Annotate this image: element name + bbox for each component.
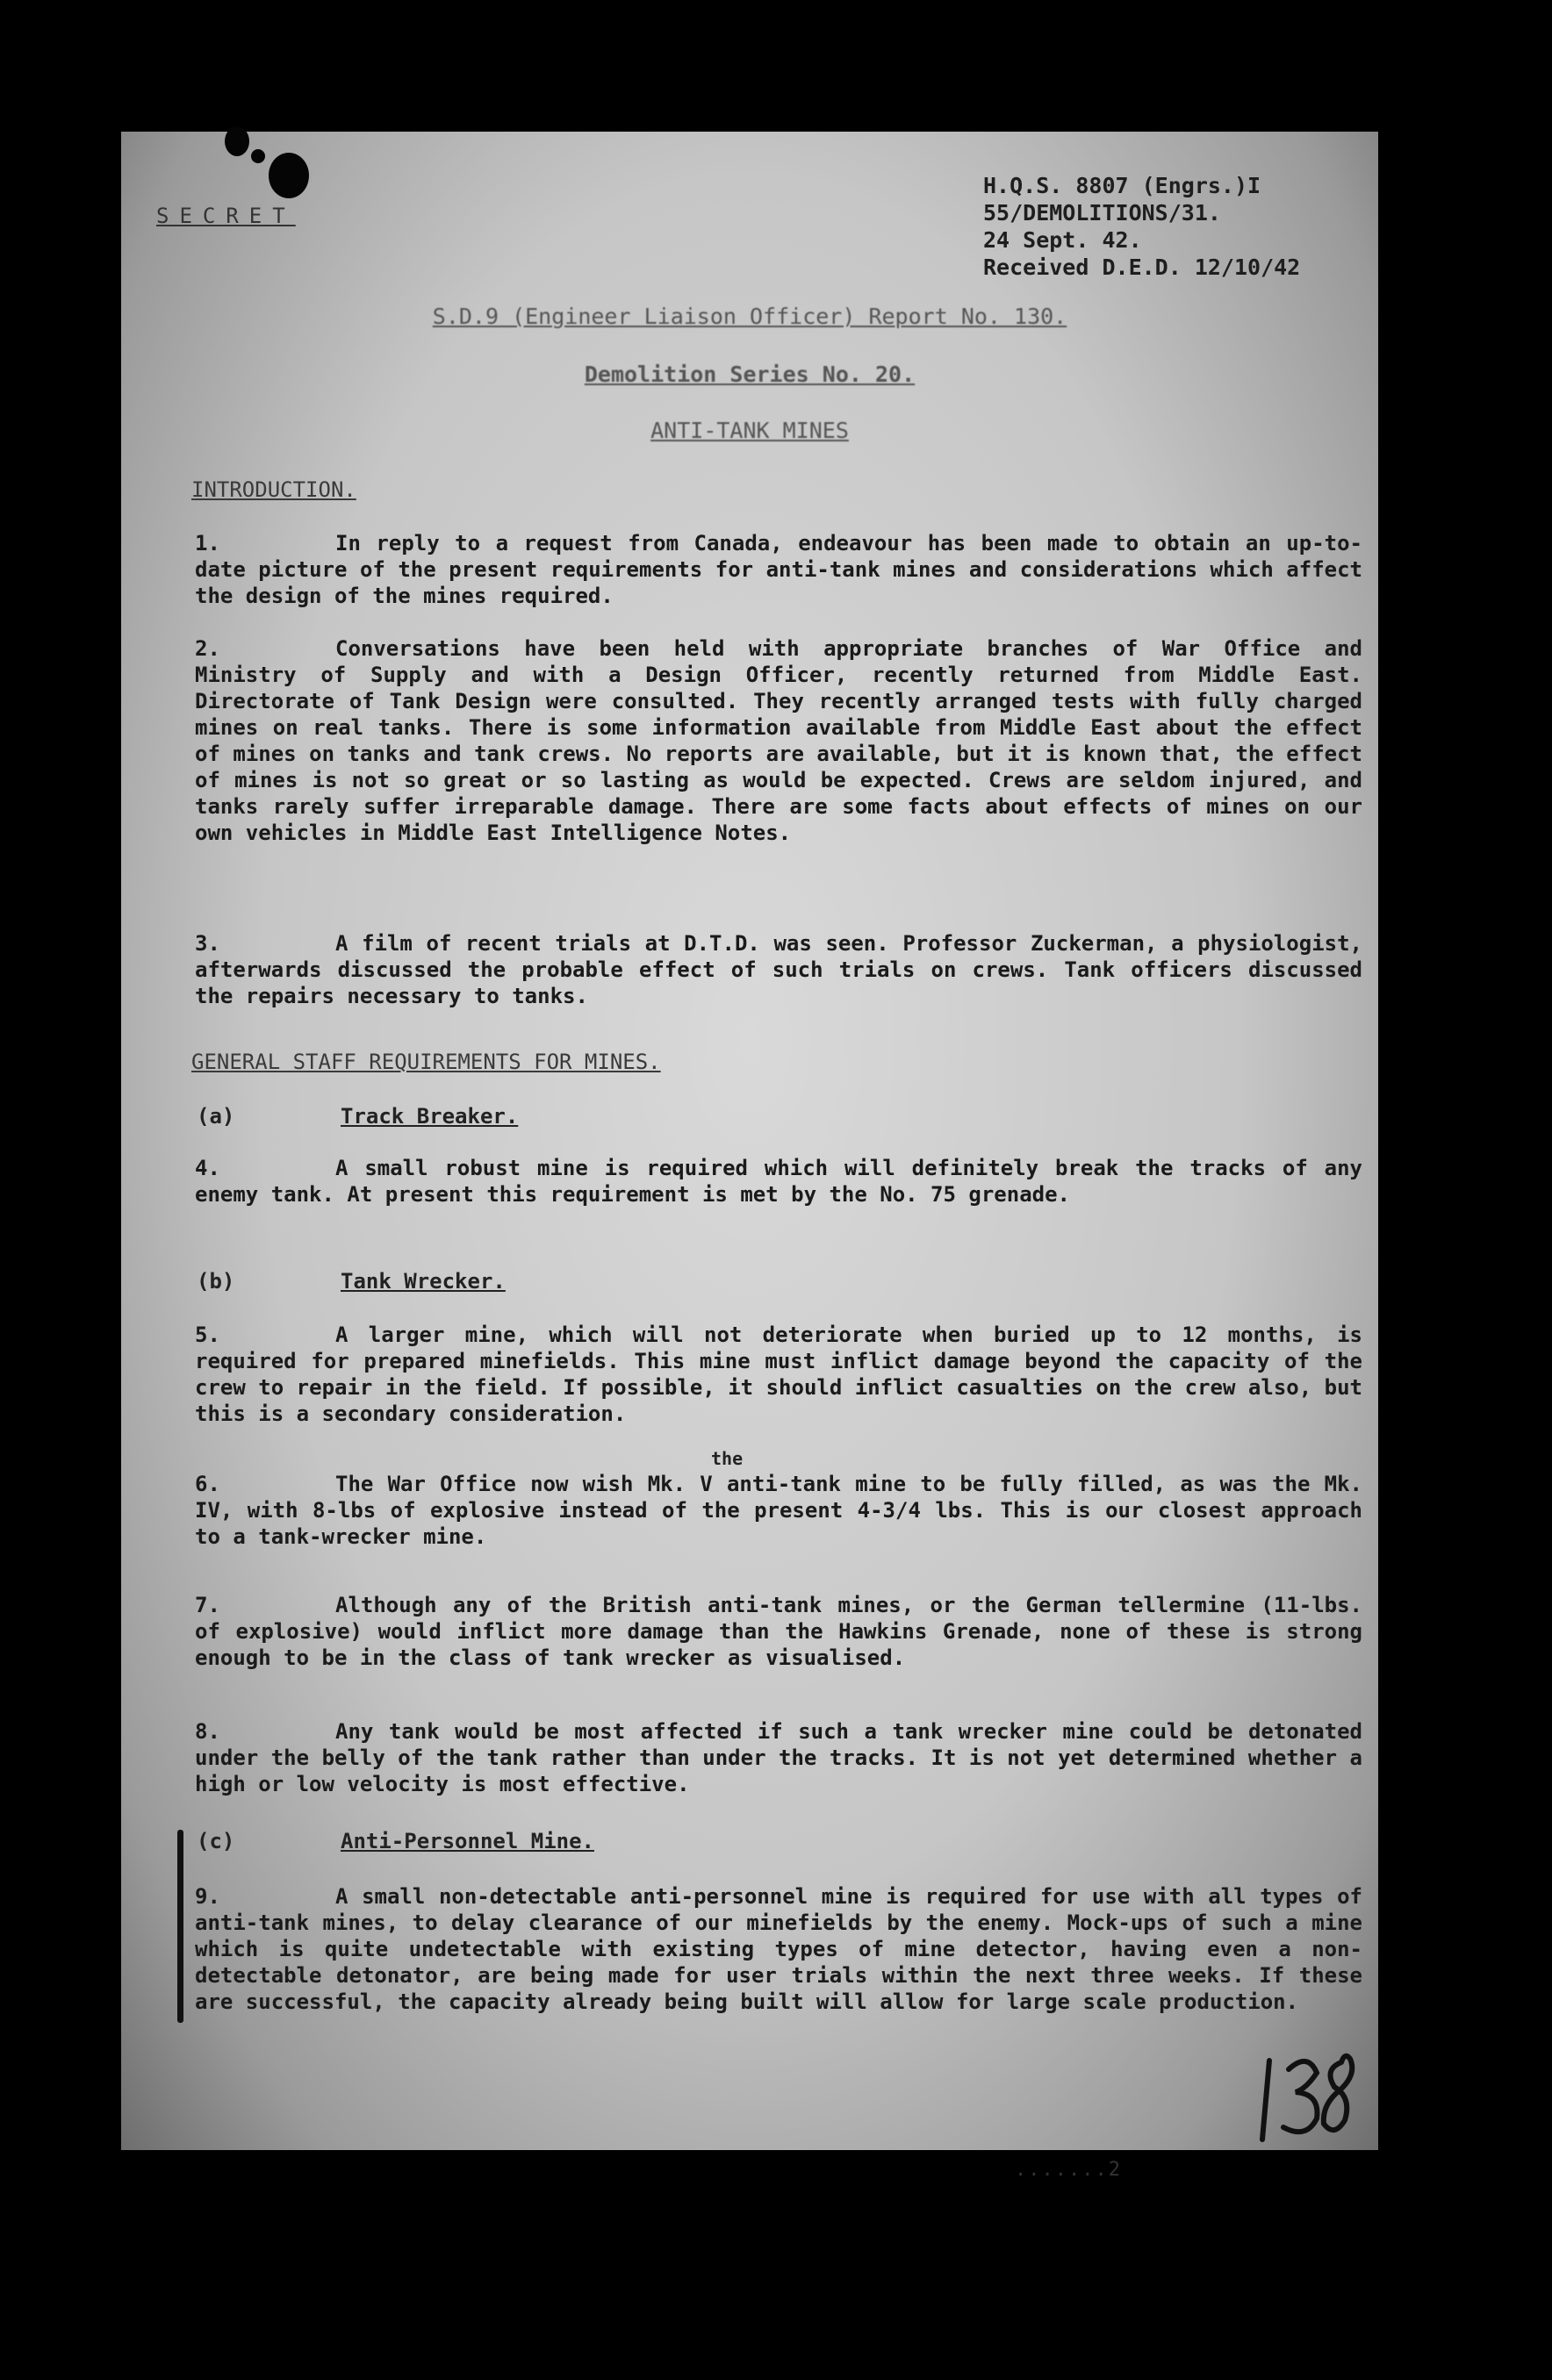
subsection-c [197,1829,594,1853]
document-page [121,132,1378,2181]
subsection-label: Track Breaker. [341,1104,519,1129]
subsection-letter: (a) [197,1104,235,1129]
paragraph-text: The War Office now wish Mk. V anti-tank mine to be fully filled, as was the Mk. IV, with 8-lbs of explosive instead of the present 4-3/4 lbs. This is our closest approach to a tank-wrecker mine. [195,1472,1362,1549]
paragraph-text: A film of recent trials at D.T.D. was seen. Professor Zuckerman, a physiologist, afterwards discussed the probable effect of such trials on crews. Tank officers discussed the repairs necessary to tanks. [195,931,1362,1008]
paragraph-number: 5. [195,1323,220,1347]
subsection-b [197,1269,506,1294]
paragraph-text: A small robust mine is required which will definitely break the tracks of any enemy tank. At present this requirement is met by the No. 75 grenade. [195,1156,1362,1207]
paragraph-5 [195,1322,1362,1427]
subsection-a [197,1104,518,1129]
paragraph-text: A larger mine, which will not deteriorate when buried up to 12 months, is required for prepared minefields. This mine must inflict damage beyond the capacity of the crew to repair in the field. If possible, it should inflict casualties on the crew also, but this is a secondary consideration. [195,1323,1362,1426]
paragraph-number: 8. [195,1719,220,1744]
margin-marking [177,1830,183,2023]
section-heading-requirements: GENERAL STAFF REQUIREMENTS FOR MINES. [191,1050,661,1074]
classification-mark: SECRET [156,204,296,228]
paragraph-text: A small non-detectable anti-personnel mine is required for use with all types of anti-tank mines, to delay clearance of our minefields by the enemy. Mock-ups of such a mine which is quite undetectable with existing types of mine detector, having even a non-detectable detonator, are being made for user trials within the next three weeks. If these are successful, the capacity already being built will allow for large scale production. [195,1884,1362,2014]
subsection-label: Tank Wrecker. [341,1269,506,1294]
reference-block [983,172,1300,281]
report-title: S.D.9 (Engineer Liaison Officer) Report No. 130. [432,304,1067,329]
handwritten-folio-number [1254,2043,1368,2148]
subsection-label: Anti-Personnel Mine. [341,1829,594,1853]
paragraph-number: 7. [195,1593,220,1617]
reference-line: H.Q.S. 8807 (Engrs.)I [983,173,1261,198]
subsection-letter: (c) [197,1829,235,1853]
reference-line: Received D.E.D. 12/10/42 [983,254,1301,280]
paragraph-number: 3. [195,931,220,956]
paragraph-3 [195,930,1362,1009]
paragraph-7 [195,1592,1362,1671]
paragraph-4 [195,1155,1362,1208]
paragraph-text: Although any of the British anti-tank mines, or the German tellermine (11-lbs. of explosive) would inflict more damage than the Hawkins Grenade, none of these is strong enough to be in the class of tank wrecker as visualised. [195,1593,1362,1670]
section-heading-introduction: INTRODUCTION. [191,477,356,502]
subject-title: ANTI-TANK MINES [650,418,849,443]
reference-line: 55/DEMOLITIONS/31. [983,200,1221,226]
reference-line: 24 Sept. 42. [983,227,1142,253]
paragraph-text: Conversations have been held with appropriate branches of War Office and Ministry of Supply and with a Design Officer, recently returned from Middle East. Directorate of Tank Design were consulted. They recently arranged tests with fully charged mines on real tanks. There is some information available from Middle East about the effect of mines on tanks and tank crews. No reports are available, but it is known that, the effect of mines is not so great or so lasting as would be expected. Crews are seldom injured, and tanks rarely suffer irreparable damage. There are some facts about effects of mines on our own vehicles in Middle East Intelligence Notes. [195,636,1362,845]
paragraph-2 [195,635,1362,846]
punch-hole [225,126,249,156]
paragraph-number: 4. [195,1156,220,1180]
paragraph-number: 1. [195,531,220,556]
paragraph-text: In reply to a request from Canada, endeavour has been made to obtain an up-to-date picture of the present requirements for anti-tank mines and considerations which affect the design of the mines required. [195,531,1362,608]
series-title: Demolition Series No. 20. [584,362,916,387]
punch-hole [269,153,309,198]
paragraph-1 [195,530,1362,609]
paragraph-text: Any tank would be most affected if such a tank wrecker mine could be detonated under the belly of the tank rather than under the tracks. It is not yet determined whether a high or low velocity is most effective. [195,1719,1362,1796]
paragraph-number: 9. [195,1884,220,1909]
page-continuation: .......2 [1015,2159,1122,2181]
handwritten-insertion: the [711,1448,744,1469]
paragraph-6 [195,1471,1362,1550]
paragraph-number: 6. [195,1472,220,1496]
subsection-letter: (b) [197,1269,235,1294]
paragraph-8 [195,1718,1362,1797]
paragraph-number: 2. [195,636,220,661]
paragraph-9 [195,1883,1362,2015]
punch-hole [251,149,265,163]
